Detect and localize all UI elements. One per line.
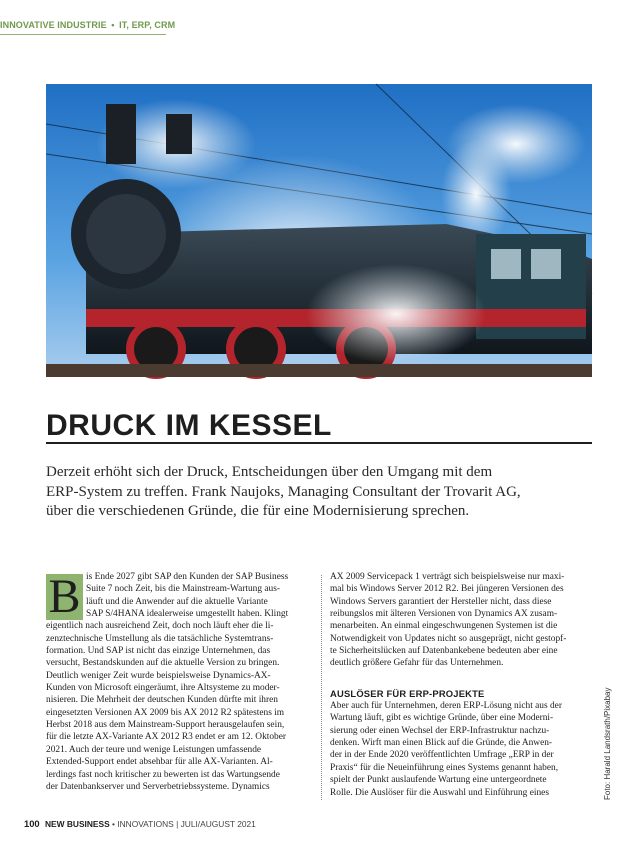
paragraph-gap [330, 670, 592, 680]
body-line: Praxis“ für die Neueinführung eines Systems genannt haben, [330, 762, 559, 773]
body-line: te Sicherheitslücken auf Datenbankebene bedeuten aber eine [330, 646, 558, 657]
footer-separator: • [112, 819, 115, 829]
section-label: INNOVATIVE INDUSTRIE [0, 20, 107, 30]
body-line: zenztechnische Umstellung als die tatsächliche Systemtrans- [46, 633, 274, 644]
body-line: der in der Ende 2020 veröffentlichten Umfrage „ERP in der [330, 750, 554, 761]
body-line: versucht, Bestandskunden auf die aktuelle Version zu bringen. [46, 658, 280, 669]
body-line: eingesetzten Versionen AX 2009 bis AX 2012 R2 spätestens im [46, 707, 285, 718]
title-underline [46, 442, 322, 444]
body-line: Notwendigkeit von Updates nicht so ausgeprägt, nicht gestopf- [330, 633, 567, 644]
body-line: Herbst 2018 aus dem Mainstream-Support herausgelaufen sein, [46, 720, 285, 731]
section-subheading: AUSLÖSER FÜR ERP-PROJEKTE [330, 687, 485, 699]
photo-credit: Foto: Harald Landsrath/Pixabay [603, 687, 612, 800]
body-line: Suite 7 noch Zeit, bis die Mainstream-Wartung aus- [86, 584, 280, 595]
footer-section: INNOVATIONS [117, 819, 174, 829]
article-title: DRUCK IM KESSEL [46, 409, 332, 442]
body-line: der Datenbankserver und Serverbetriebssysteme. Dynamics [46, 781, 270, 792]
body-line: denken. Wirft man einen Blick auf die Gründe, die Anwen- [330, 738, 553, 749]
body-line: Rolle. Die Auslöser für die Auswahl und Einführung eines [330, 787, 549, 798]
drop-cap: B [46, 574, 83, 620]
body-line: reibungslos mit älteren Versionen von Dynamics AX zusam- [330, 609, 558, 620]
body-line: Deutlich weniger Zeit wurde beispielsweise Dynamics-AX- [46, 670, 271, 681]
body-column-right [330, 571, 592, 799]
body-line: für die letzte AX-Variante AX 2012 R3 endet er am 12. Oktober [46, 732, 287, 743]
section-separator: • [111, 20, 115, 30]
body-line: spielt der Punkt auslaufende Wartung eine untergeordnete [330, 775, 547, 786]
steam-locomotive-photo [46, 84, 592, 377]
body-line: Kunden von Microsoft eingeräumt, ihre Altsysteme zu moder- [46, 683, 280, 694]
body-line: Extended-Support endet absehbar für alle AX-Varianten. Al- [46, 757, 273, 768]
body-line: läuft und die Anwender auf die aktuelle Variante [86, 596, 268, 607]
page-footer [24, 818, 324, 832]
lead-line: ERP-System zu treffen. Frank Naujoks, Managing Consultant der Trovarit AG, [46, 483, 521, 500]
body-line: nisieren. Die Mehrheit der deutschen Kunden dürfte mit ihren [46, 695, 278, 706]
body-line: is Ende 2027 gibt SAP den Kunden der SAP Business [86, 572, 289, 582]
body-line: 2021. Auch der teure und wenige Leistungen umfassende [46, 744, 262, 755]
footer-divider: | [176, 819, 179, 829]
page-number: 100 [24, 818, 40, 829]
lead-line: über die verschiedenen Gründe, die für eine Modernisierung sprechen. [46, 503, 470, 520]
body-line: lerdings fast noch kritischer zu bewerten ist das Wartungsende [46, 769, 280, 780]
body-line: SAP S/4HANA idealerweise umgestellt haben. Klingt [86, 609, 289, 620]
section-topic: IT, ERP, CRM [119, 20, 176, 30]
article-title-block [46, 410, 592, 444]
body-line: AX 2009 Servicepack 1 verträgt sich beispielsweise nur maxi- [330, 572, 565, 582]
body-column-left [46, 571, 308, 793]
body-line: Windows Servers garantiert der Hersteller nicht, dass diese [330, 596, 552, 607]
issue-date: JULI/AUGUST 2021 [180, 819, 256, 829]
body-line: eigentlich nach ausreichend Zeit, doch noch läuft eher die li- [46, 621, 274, 632]
article-lead [46, 463, 594, 522]
column-divider [321, 575, 322, 800]
body-line: menarbeiten. An einmal eingeschwungenen Systemen ist die [330, 621, 558, 632]
magazine-name: NEW BUSINESS [44, 819, 110, 829]
section-header [0, 20, 176, 35]
body-line: formation. Und SAP ist nicht das einzige Unternehmen, das [46, 646, 271, 657]
body-line: Wartung läuft, gibt es wichtige Gründe, über eine Moderni- [330, 713, 554, 724]
body-line: deutlich größere Gefahr für das Unternehmen. [330, 658, 504, 669]
body-line: Aber auch für Unternehmen, deren ERP-Lösung nicht aus der [330, 701, 562, 712]
lead-line: Derzeit erhöht sich der Druck, Entscheidungen über den Umgang mit dem [46, 464, 493, 480]
body-line: mal bis Windows Server 2012 R2. Bei jüngeren Versionen des [330, 584, 564, 595]
body-line: sierung oder einen Wechsel der ERP-Infrastruktur nachzu- [330, 725, 550, 736]
locomotive-illustration [46, 84, 592, 377]
